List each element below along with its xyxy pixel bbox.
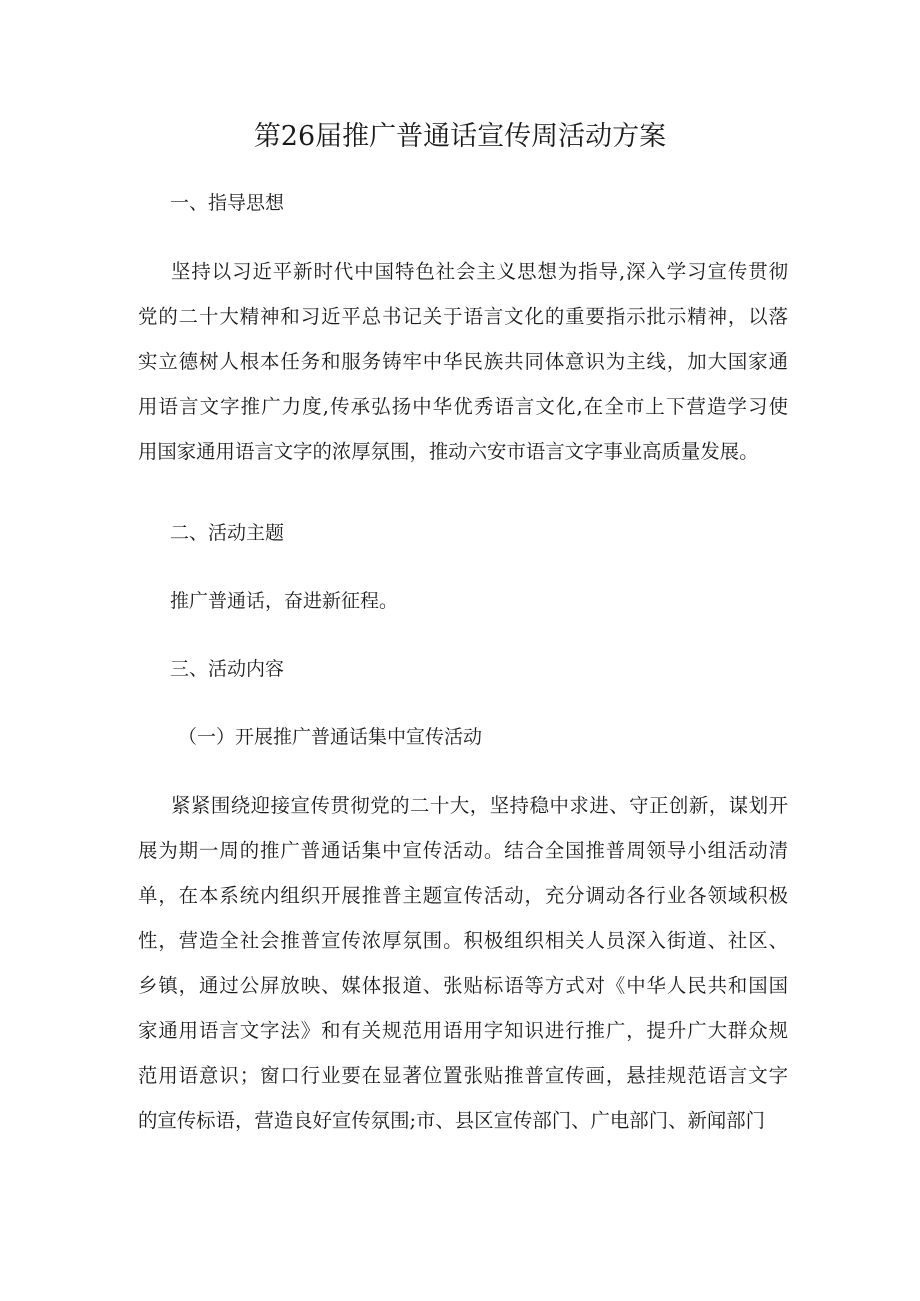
paragraph-line: 家通用语言文字法》和有关规范用语用字知识进行推广，提升广大群众规 xyxy=(138,1019,788,1042)
paragraph-publicity xyxy=(138,783,788,1143)
subsection-heading-publicity: （一）开展推广普通话集中宣传活动 xyxy=(178,726,483,748)
section-heading-guiding-ideology: 一、指导思想 xyxy=(170,192,285,214)
paragraph-activity-theme: 推广普通话，奋进新征程。 xyxy=(170,590,399,612)
paragraph-line: 乡镇，通过公屏放映、媒体报道、张贴标语等方式对《中华人民共和国国 xyxy=(138,974,788,997)
paragraph-line: 性，营造全社会推普宣传浓厚氛围。积极组织相关人员深入街道、社区、 xyxy=(138,929,788,952)
paragraph-line: 单，在本系统内组织开展推普主题宣传活动，充分调动各行业各领域积极 xyxy=(138,884,788,907)
paragraph-line: 用语言文字推广力度,传承弘扬中华优秀语言文化,在全市上下营造学习使 xyxy=(138,395,788,418)
document-title: 第26届推广普通话宣传周活动方案 xyxy=(253,121,667,152)
paragraph-line: 党的二十大精神和习近平总书记关于语言文化的重要指示批示精神，以落 xyxy=(138,305,788,328)
paragraph-line: 用国家通用语言文字的浓厚氛围，推动六安市语言文字事业高质量发展。 xyxy=(138,440,759,463)
paragraph-line: 展为期一周的推广普通话集中宣传活动。结合全国推普周领导小组活动清 xyxy=(138,839,788,862)
paragraph-line: 的宣传标语，营造良好宣传氛围;市、县区宣传部门、广电部门、新闻部门 xyxy=(138,1109,766,1132)
section-heading-activity-theme: 二、活动主题 xyxy=(170,522,285,544)
paragraph-guiding-ideology xyxy=(138,249,788,474)
section-heading-activity-content: 三、活动内容 xyxy=(170,658,285,680)
paragraph-line: 范用语意识；窗口行业要在显著位置张贴推普宣传画，悬挂规范语言文字 xyxy=(138,1064,788,1087)
paragraph-line: 实立德树人根本任务和服务铸牢中华民族共同体意识为主线，加大国家通 xyxy=(138,350,788,373)
paragraph-line: 紧紧围绕迎接宣传贯彻党的二十大，坚持稳中求进、守正创新，谋划开 xyxy=(171,794,788,817)
paragraph-line: 坚持以习近平新时代中国特色社会主义思想为指导,深入学习宣传贯彻 xyxy=(171,260,788,283)
